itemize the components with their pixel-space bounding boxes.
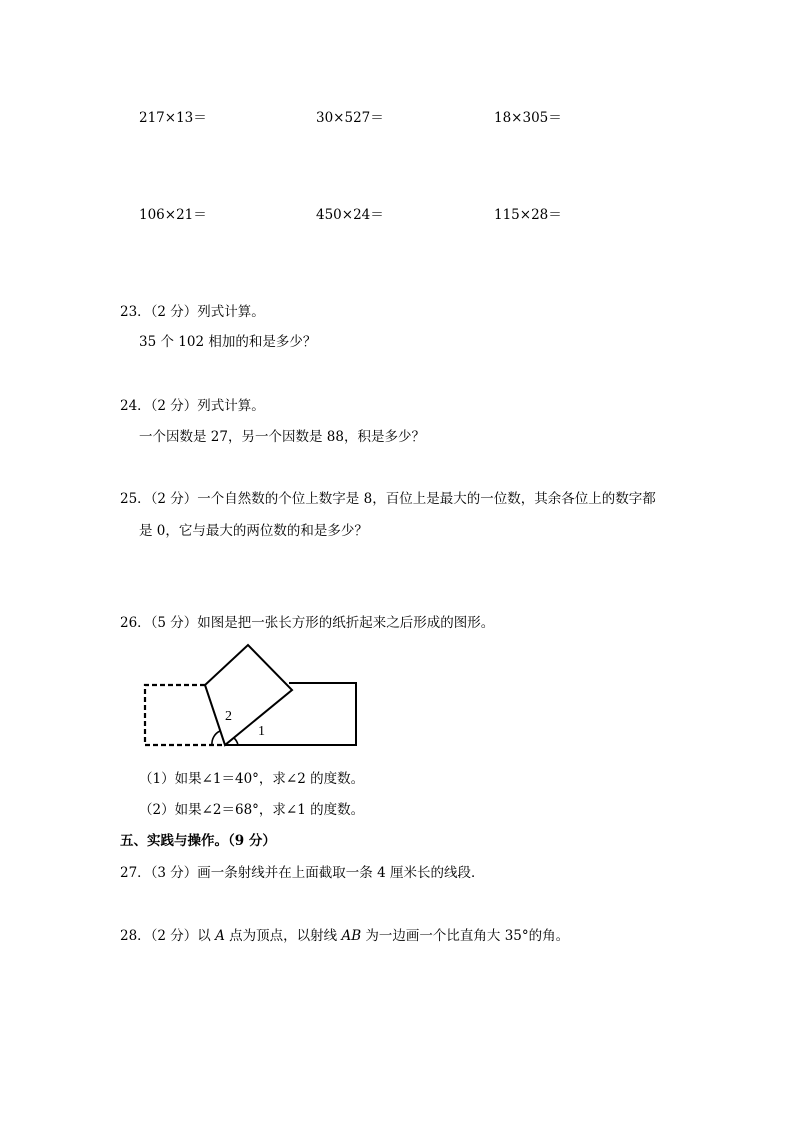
section-title: 五、实践与操作。（9 分）	[120, 833, 276, 849]
q26-heading: 26．（5 分）如图是把一张长方形的纸折起来之后形成的图形。	[120, 615, 495, 631]
q28-ray: AB	[341, 928, 362, 944]
calc-2: 30×527＝	[316, 110, 384, 126]
q25-line1: 25．（2 分）一个自然数的个位上数字是 8，百位上是最大的一位数，其余各位上的数字都	[120, 491, 656, 507]
q28-prefix: 28．（2 分）以	[120, 928, 216, 944]
calc-3: 18×305＝	[494, 110, 562, 126]
q26-sub1: （1）如果∠1＝40°，求∠2 的度数。	[139, 771, 365, 787]
q28	[120, 924, 569, 944]
calc-1: 217×13＝	[139, 110, 207, 126]
q26-sub2: （2）如果∠2＝68°，求∠1 的度数。	[139, 802, 365, 818]
calc-5: 450×24＝	[316, 207, 384, 223]
angle-arc-1	[234, 738, 238, 745]
calc-4: 106×21＝	[139, 207, 207, 223]
angle-arc-2	[212, 731, 220, 745]
q23-heading: 23．（2 分）列式计算。	[120, 304, 265, 320]
q24-body: 一个因数是 27，另一个因数是 88，积是多少？	[139, 429, 425, 445]
calc-6: 115×28＝	[494, 207, 562, 223]
q28-middle: 点为顶点，以射线	[224, 928, 342, 944]
q28-point: A	[215, 928, 225, 944]
q28-suffix: 为一边画一个比直角大 35°的角。	[361, 928, 570, 944]
q27: 27．（3 分）画一条射线并在上面截取一条 4 厘米长的线段．	[120, 865, 485, 881]
angle-label-1: 1	[258, 724, 265, 739]
q23-body: 35 个 102 相加的和是多少？	[139, 334, 317, 350]
q25-line2: 是 0，它与最大的两位数的和是多少？	[139, 523, 368, 539]
q24-heading: 24．（2 分）列式计算。	[120, 398, 265, 414]
angle-label-2: 2	[225, 709, 232, 724]
dashed-outline	[145, 685, 225, 745]
folded-flap	[205, 645, 292, 745]
